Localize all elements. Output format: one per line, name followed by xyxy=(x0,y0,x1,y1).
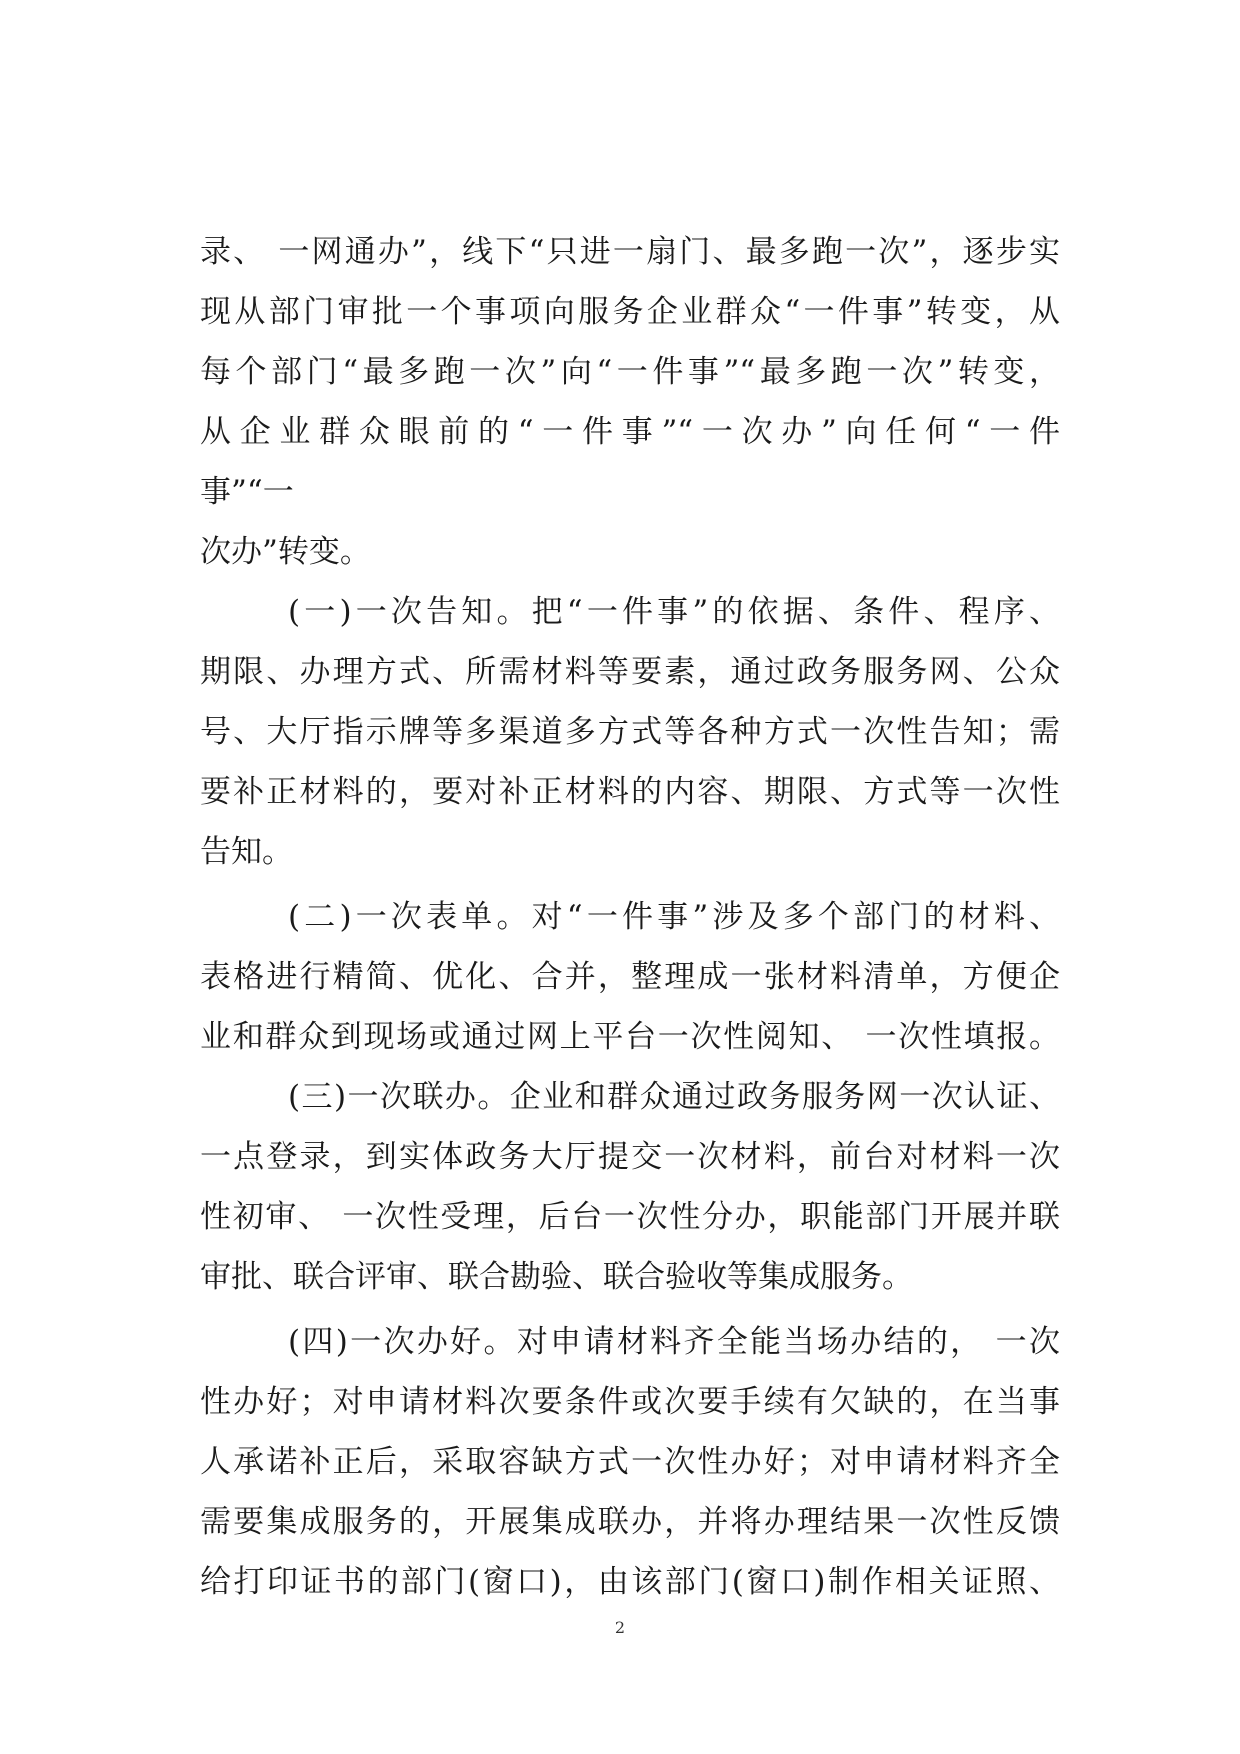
paragraph-line: 现从部门审批一个事项向服务企业群众“一件事”转变，从 xyxy=(200,294,1060,330)
paragraph-line: 性办好；对申请材料次要条件或次要手续有欠缺的，在当事 xyxy=(200,1384,1060,1420)
paragraph-line: 要补正材料的，要对补正材料的内容、期限、方式等一次性 xyxy=(200,774,1060,810)
section-heading-line: (三)一次联办。企业和群众通过政务服务网一次认证、 xyxy=(288,1079,1060,1115)
paragraph-line: 业和群众到现场或通过网上平台一次性阅知、 一次性填报。 xyxy=(200,1019,1060,1055)
paragraph-line: 需要集成服务的，开展集成联办，并将办理结果一次性反馈 xyxy=(200,1504,1060,1540)
paragraph-line: 从企业群众眼前的“一件事”“一次办”向任何“一件 xyxy=(200,414,1060,450)
paragraph-line: 期限、办理方式、所需材料等要素，通过政务服务网、公众 xyxy=(200,654,1060,690)
paragraph-line: 给打印证书的部门(窗口)，由该部门(窗口)制作相关证照、 xyxy=(200,1564,1060,1600)
paragraph-line: 人承诺补正后，采取容缺方式一次性办好；对申请材料齐全 xyxy=(200,1444,1060,1480)
paragraph-line: 一点登录，到实体政务大厅提交一次材料，前台对材料一次 xyxy=(200,1139,1060,1175)
section-heading-line: (二)一次表单。对“一件事”涉及多个部门的材料、 xyxy=(288,899,1060,935)
paragraph-line: 号、大厅指示牌等多渠道多方式等各种方式一次性告知；需 xyxy=(200,714,1060,750)
page-number: 2 xyxy=(614,1618,626,1637)
section-heading-line: (一)一次告知。把“一件事”的依据、条件、程序、 xyxy=(288,594,1060,630)
paragraph-line: 每个部门“最多跑一次”向“一件事”“最多跑一次”转变， xyxy=(200,354,1060,390)
paragraph-line: 审批、联合评审、联合勘验、联合验收等集成服务。 xyxy=(200,1259,913,1295)
paragraph-line: 告知。 xyxy=(200,834,293,870)
paragraph-line: 录、 一网通办”，线下“只进一扇门、最多跑一次”，逐步实 xyxy=(200,234,1060,270)
paragraph-line: 次办”转变。 xyxy=(200,534,371,570)
section-heading-line: (四)一次办好。对申请材料齐全能当场办结的， 一次 xyxy=(288,1324,1060,1360)
paragraph-line: 性初审、 一次性受理，后台一次性分办，职能部门开展并联 xyxy=(200,1199,1060,1235)
paragraph-line: 表格进行精简、优化、合并，整理成一张材料清单，方便企 xyxy=(200,959,1060,995)
paragraph-line: 事”“一 xyxy=(200,474,294,510)
